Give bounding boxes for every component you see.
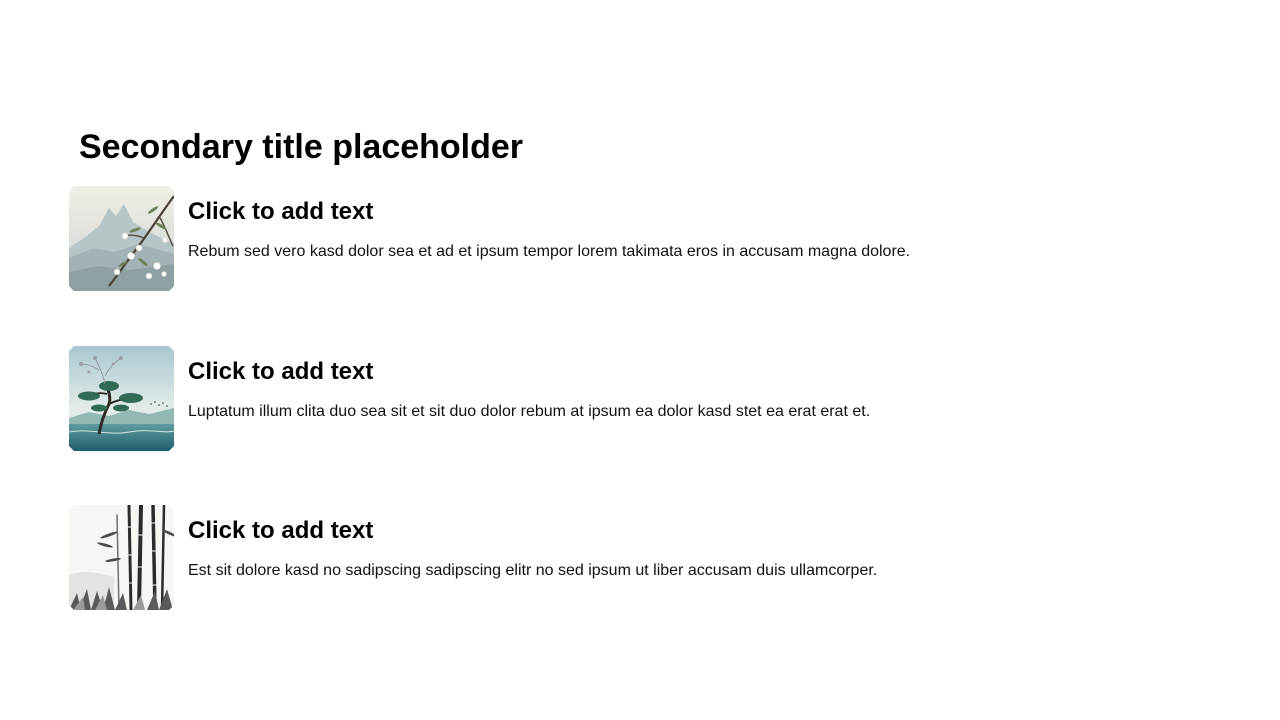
mountain-blossom-painting-icon[interactable] bbox=[69, 186, 174, 291]
item-heading[interactable]: Click to add text bbox=[188, 358, 374, 385]
list-item bbox=[69, 346, 1069, 452]
item-body[interactable]: Est sit dolore kasd no sadipscing sadipscing elitr no sed ipsum ut liber accusam duis ullamcorper. bbox=[188, 562, 878, 579]
pine-tree-landscape-icon[interactable] bbox=[69, 346, 174, 451]
slide-title[interactable]: Secondary title placeholder bbox=[79, 128, 524, 166]
item-heading[interactable]: Click to add text bbox=[188, 517, 374, 544]
item-body[interactable]: Luptatum illum clita duo sea sit et sit duo dolor rebum at ipsum ea dolor kasd stet ea erat erat et. bbox=[188, 403, 871, 420]
list-item bbox=[69, 186, 1069, 292]
item-heading[interactable]: Click to add text bbox=[188, 198, 374, 225]
bamboo-ink-painting-icon[interactable] bbox=[69, 505, 174, 610]
list-item bbox=[69, 505, 1069, 611]
item-body[interactable]: Rebum sed vero kasd dolor sea et ad et ipsum tempor lorem takimata eros in accusam magna dolore. bbox=[188, 243, 911, 260]
